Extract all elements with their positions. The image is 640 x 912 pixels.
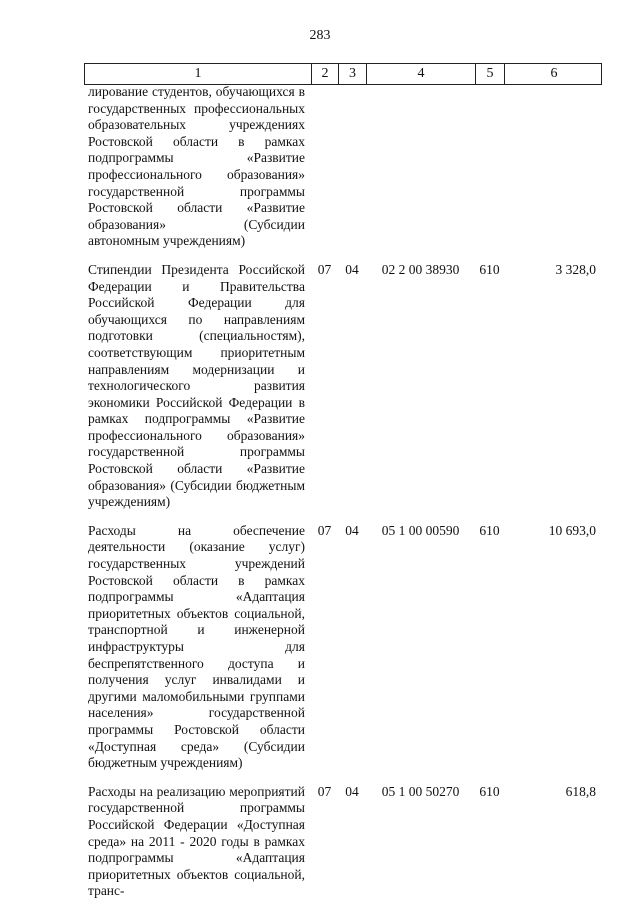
row-target-article: 02 2 00 38930 xyxy=(381,261,460,277)
column-header-2: 2 xyxy=(312,64,339,84)
row-subsection xyxy=(338,84,366,250)
row-target-article: 05 1 00 50270 xyxy=(381,783,460,799)
column-header-5: 5 xyxy=(476,64,505,84)
table-row xyxy=(84,262,602,511)
row-amount: 3 328,0 xyxy=(555,261,596,277)
row-section xyxy=(311,84,338,250)
row-target-article: 05 1 00 00590 xyxy=(381,522,460,538)
table-row xyxy=(84,784,602,900)
table-body xyxy=(84,84,602,912)
row-section: 07 xyxy=(317,261,332,277)
row-amount xyxy=(504,84,602,250)
table-row xyxy=(84,523,602,772)
row-expense-type: 610 xyxy=(479,261,500,277)
row-subsection: 04 xyxy=(345,522,359,538)
table-header xyxy=(84,63,602,85)
row-expense-type: 610 xyxy=(479,522,500,538)
row-description: Стипендии Президента Российской Федерации и Правительства Российской Федерации для обучающихся по направлениям подготовки (специальностям), соответствующим приоритетным направлениям модернизации и технологического развития экономики Российской Федерации в рамках подпрограммы «Развитие профессионального образования» государственной программы Ростовской области «Развитие образования» (Субсидии бюджетным учреждениям) xyxy=(88,261,305,510)
row-section: 07 xyxy=(317,522,332,538)
row-description: Расходы на реализацию мероприятий государственной программы Российской Федерации «Доступная среда» на 2011 - 2020 годы в рамках подпрограммы «Адаптация приоритетных объектов социальной, транс- xyxy=(88,783,305,899)
column-header-1: 1 xyxy=(85,64,312,84)
row-subsection: 04 xyxy=(345,783,359,799)
row-description: Расходы на обеспечение деятельности (оказание услуг) государственных учреждений Ростовской области в рамках подпрограммы «Адаптация приоритетных объектов социальной, транспортной и инженерной инфраструктуры для беспрепятственного доступа и получения услуг инвалидами и другими маломобильными группами населения» государственной программы Ростовской области «Доступная среда» (Субсидии бюджетным учреждениям) xyxy=(88,522,305,771)
row-subsection: 04 xyxy=(345,261,359,277)
row-section: 07 xyxy=(317,783,332,799)
column-header-4: 4 xyxy=(367,64,476,84)
row-description: лирование студентов, обучающихся в государственных профессиональных образовательных учреждениях Ростовской области в рамках подпрограммы «Развитие профессионального образования» государственной программы Ростовской области «Развитие образования» (Субсидии автономным учреждениям) xyxy=(88,84,305,249)
column-header-3: 3 xyxy=(339,64,367,84)
row-amount: 10 693,0 xyxy=(548,522,596,538)
row-target-article xyxy=(366,84,475,250)
column-header-6: 6 xyxy=(550,66,558,81)
page-number: 283 xyxy=(309,28,331,43)
row-expense-type xyxy=(475,84,504,250)
row-amount: 618,8 xyxy=(565,783,596,799)
row-expense-type: 610 xyxy=(479,783,500,799)
table-row xyxy=(84,84,602,250)
